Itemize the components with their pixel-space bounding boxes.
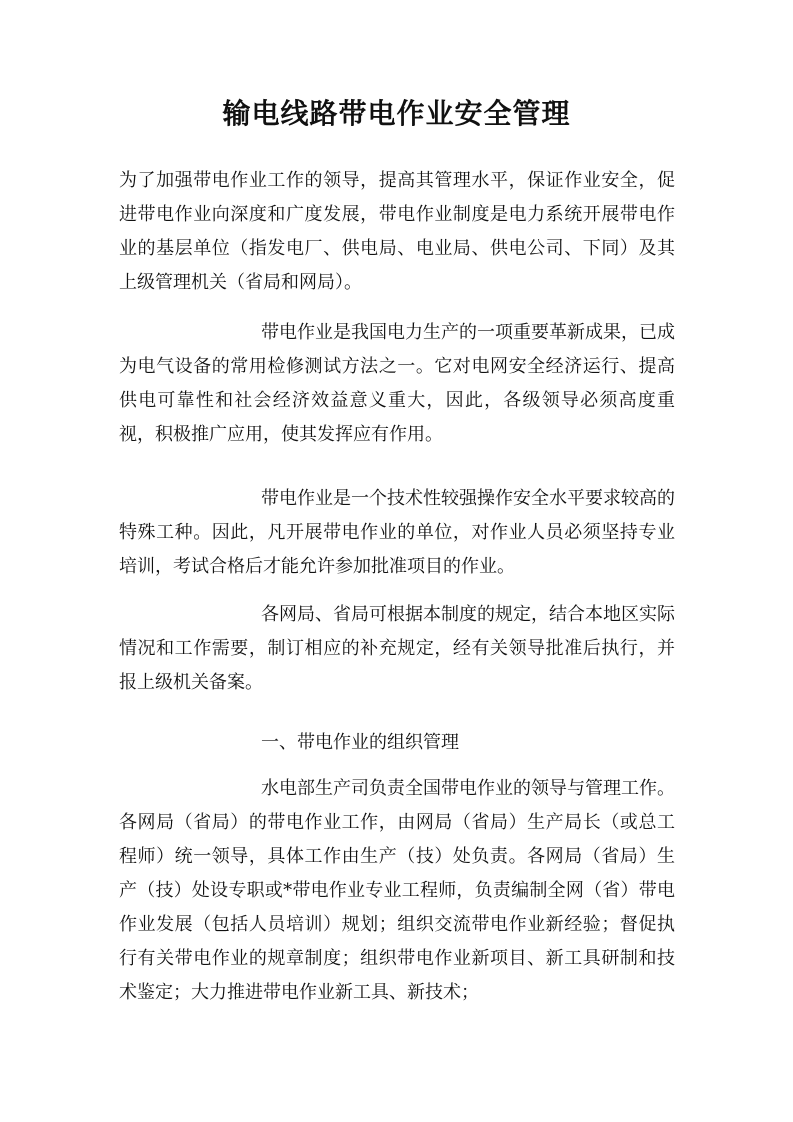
paragraph-organization-management: 水电部生产司负责全国带电作业的领导与管理工作。各网局（省局）的带电作业工作，由网局（省局）生产局长（或总工程师）统一领导，具体工作由生产（技）处负责。各网局（省局）生产（技）处设专职或*带电作业专业工程师，负责编制全网（省）带电作业发展（包括人员培训）规划；组织交流带电作业新经验；督促执行有关带电作业的规章制度；组织带电作业新项目、新工具研制和技术鉴定；大力推进带电作业新工具、新技术； [119, 778, 675, 1003]
section-heading-organization: 一、带电作业的组织管理 [261, 732, 459, 753]
paragraph-significance: 带电作业是我国电力生产的一项重要革新成果，已成为电气设备的常用检修测试方法之一。它对电网安全经济运行、提高供电可靠性和社会经济效益意义重大，因此，各级领导必须高度重视，积极推广应用，使其发挥应有作用。 [119, 322, 675, 445]
paragraph-special-work: 带电作业是一个技术性较强操作安全水平要求较高的特殊工种。因此，凡开展带电作业的单位，对作业人员必须坚持专业培训，考试合格后才能允许参加批准项目的作业。 [119, 488, 675, 577]
paragraph-supplementary-rules: 各网局、省局可根据本制度的规定，结合本地区实际情况和工作需要，制订相应的补充规定，经有关领导批准后执行，并报上级机关备案。 [119, 604, 675, 693]
paragraph-intro: 为了加强带电作业工作的领导，提高其管理水平，保证作业安全，促进带电作业向深度和广度发展，带电作业制度是电力系统开展带电作业的基层单位（指发电厂、供电局、电业局、供电公司、下同）及其上级管理机关（省局和网局）。 [119, 170, 675, 293]
document-title: 输电线路带电作业安全管理 [222, 97, 571, 130]
